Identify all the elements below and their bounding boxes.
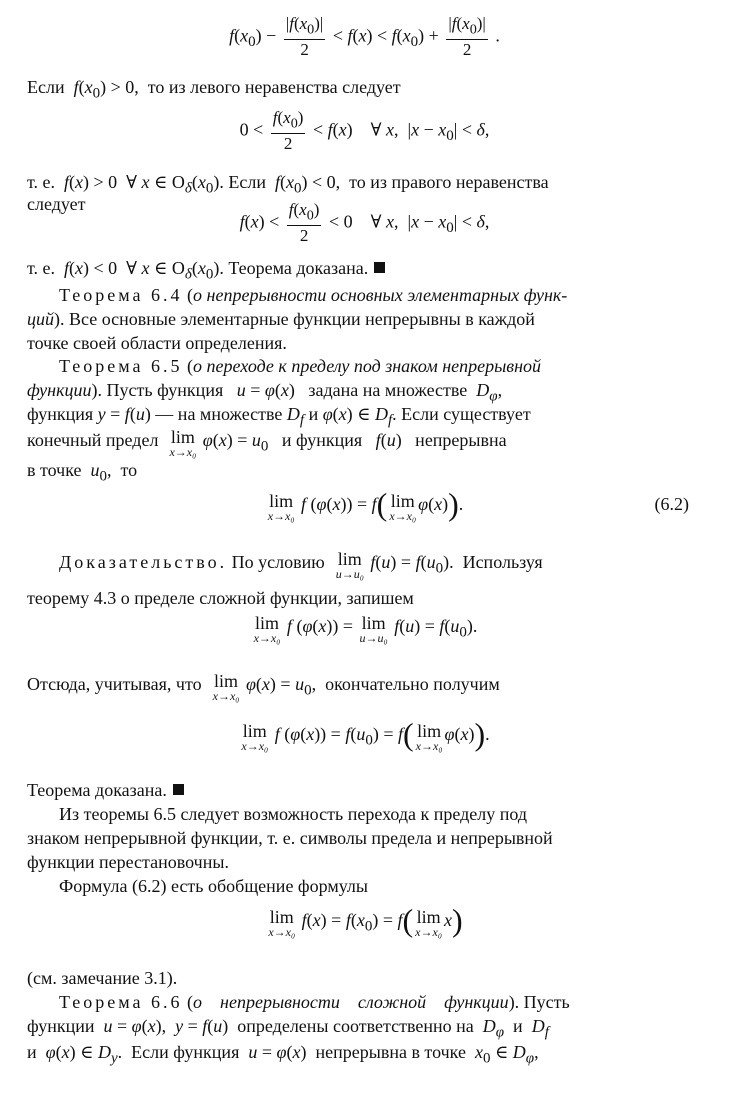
equation-right-inequality: f(x) < $\frac{f(x_0)}{2}$ < 0 ∀ x, $|x - x_0| < \delta$, — [239, 200, 490, 246]
theorem-6-5-line1: Теорема 6.5 (о переходе к пределу под знаком непрерывной — [59, 356, 542, 376]
paragraph-te-negative: т. е. f(x) < 0 ∀ x ∈ $O_\delta(x_0)$. Теорема доказана. — [0, 256, 729, 287]
equation-top-inequality: $f(x_0)$ − $\frac{|f(x_0)|}{2}$ < $f(x) < f(x_0)$ + $\frac{|f(x_0)|}{2}$ . — [229, 14, 500, 60]
equation-number: (6.2) — [654, 494, 689, 514]
qed-square-icon — [173, 784, 184, 795]
equation-proof-1: lim x→x₀ f (φ(x)) = lim u→u₀ $f(u) = f(u_0)$. — [253, 613, 478, 645]
theorem-6-4-line3: точке своей области определения. — [27, 333, 287, 353]
theorem-6-5-line2: функции). Пусть функция u = φ(x) задана на множестве $D_\varphi$, — [27, 380, 503, 405]
paragraph-qed: Теорема доказана. — [0, 778, 729, 802]
theorem-6-6-line3: и φ(x) ∈ $D_y$. Если функция u = φ(x) непрерывна в точке $x_0$ ∈ $D_\varphi$, — [27, 1042, 539, 1067]
theorem-6-6-line1: Теорема 6.6 (о непрерывности сложной функции). Пусть — [59, 992, 570, 1012]
paragraph-formula: Формула (6.2) есть обобщение формулы — [59, 876, 368, 896]
paragraph-otsyuda: Отсюда, учитывая, что lim x→x₀ $\varphi(x) = u_0$, окончательно получим — [27, 671, 500, 703]
theorem-6-5-line4: конечный предел lim x→x₀ $\varphi(x) = u_0$ и функция f(u) непрерывна — [27, 427, 507, 459]
paragraph-te-positive: т. е. f(x) > 0 ∀ x ∈ $O_\delta(x_0)$. Если $f(x_0) < 0$, то из правого неравенства — [27, 172, 549, 197]
qed-square-icon — [374, 262, 385, 273]
theorem-6-5-line5: в точке $u_0$, то — [27, 460, 138, 485]
equation-proof-2: lim x→x₀ f $(\varphi(x)) = f(u_0) = f$( lim x→x₀ φ(x)). — [241, 716, 490, 753]
theorem-6-4-line2: ций). Все основные элементарные функции непрерывны в каждой — [27, 309, 535, 329]
paragraph-iz-line3: функции перестановочны. — [27, 852, 229, 872]
proof-line1: Доказательство. По условию lim u→u₀ $f(u) = f(u_0)$. Используя — [59, 549, 543, 581]
equation-general: lim x→x₀ $f(x) = f(x_0) = f$( lim x→x₀ x) — [268, 902, 463, 939]
paragraph-remark: (см. замечание 3.1). — [27, 968, 178, 988]
theorem-6-4-line1: Теорема 6.4 (о непрерывности основных элементарных функ- — [59, 285, 568, 305]
proof-line2: теорему 4.3 о пределе сложной функции, запишем — [27, 588, 414, 608]
theorem-6-5-line3: функция y = f(u) — на множестве $D_f$ и φ(x) ∈ $D_f$. Если существует — [27, 404, 531, 429]
paragraph-if-positive: Если $f(x_0) > 0$, то из левого неравенства следует — [27, 77, 401, 102]
paragraph-sleduet: следует — [27, 194, 86, 214]
equation-left-inequality: 0 < $\frac{f(x_0)}{2}$ < f(x) ∀ x, $|x - x_0| < \delta$, — [239, 108, 490, 154]
paragraph-iz-line1: Из теоремы 6.5 следует возможность перехода к пределу под — [59, 804, 528, 824]
theorem-6-6-line2: функции u = φ(x), y = f(u) определены соответственно на $D_\varphi$ и $D_f$ — [27, 1016, 549, 1041]
paragraph-iz-line2: знаком непрерывной функции, т. е. символы предела и непрерывной — [27, 828, 553, 848]
equation-6-2: lim x→x₀ f (φ(x)) = f( lim x→x₀ φ(x)). (6.2) — [267, 486, 689, 523]
